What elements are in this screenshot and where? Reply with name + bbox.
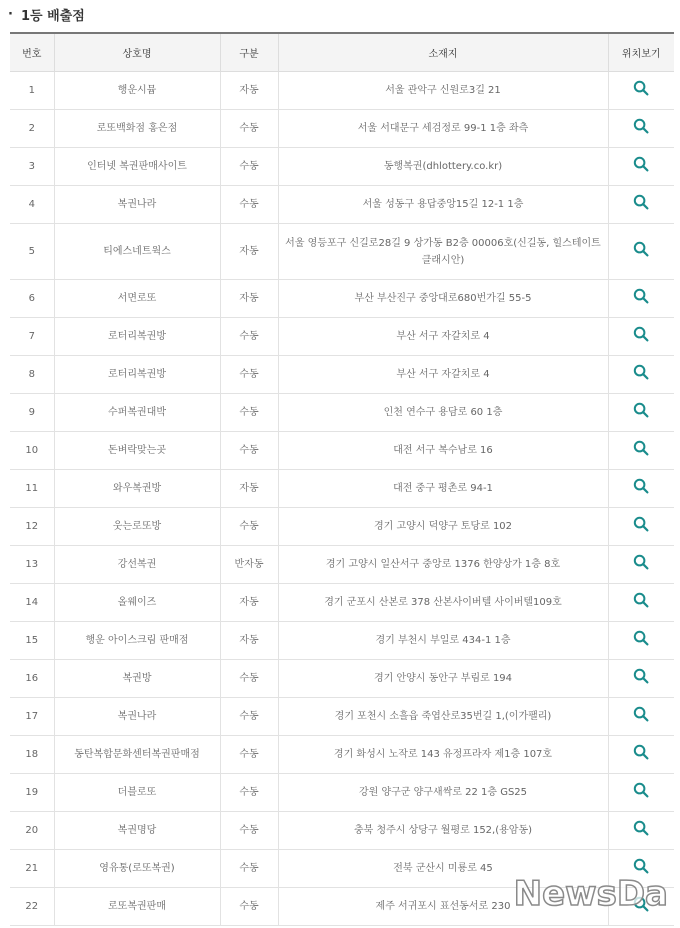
cell-address: 경기 화성시 노작로 143 유정프라자 제1층 107호 xyxy=(278,736,608,774)
cell-number: 18 xyxy=(10,736,54,774)
cell-store-name: 더블로또 xyxy=(54,774,220,812)
cell-type: 자동 xyxy=(220,622,278,660)
cell-store-name: 로또백화점 홍은점 xyxy=(54,110,220,148)
cell-number: 11 xyxy=(10,470,54,508)
location-view-cell xyxy=(608,72,674,110)
cell-address: 인천 연수구 용담로 60 1층 xyxy=(278,394,608,432)
cell-number: 1 xyxy=(10,72,54,110)
cell-store-name: 영유통(로또복권) xyxy=(54,850,220,888)
search-icon[interactable] xyxy=(633,364,649,380)
search-icon[interactable] xyxy=(633,858,649,874)
search-icon[interactable] xyxy=(633,706,649,722)
search-icon[interactable] xyxy=(633,554,649,570)
location-view-cell xyxy=(608,584,674,622)
header-type: 구분 xyxy=(220,33,278,72)
cell-type: 수동 xyxy=(220,850,278,888)
cell-type: 자동 xyxy=(220,72,278,110)
cell-store-name: 와우복권방 xyxy=(54,470,220,508)
table-header-row xyxy=(10,33,674,72)
table-row xyxy=(10,318,674,356)
cell-number: 22 xyxy=(10,888,54,926)
cell-type: 수동 xyxy=(220,394,278,432)
search-icon[interactable] xyxy=(633,288,649,304)
table-row xyxy=(10,280,674,318)
cell-type: 수동 xyxy=(220,698,278,736)
search-icon[interactable] xyxy=(633,402,649,418)
cell-store-name: 강선복권 xyxy=(54,546,220,584)
cell-type: 자동 xyxy=(220,584,278,622)
section-title-text: 1등 배출점 xyxy=(20,8,85,24)
search-icon[interactable] xyxy=(633,744,649,760)
location-view-cell xyxy=(608,318,674,356)
search-icon[interactable] xyxy=(633,630,649,646)
cell-store-name: 인터넷 복권판매사이트 xyxy=(54,148,220,186)
search-icon[interactable] xyxy=(633,80,649,96)
search-icon[interactable] xyxy=(633,326,649,342)
location-view-cell xyxy=(608,432,674,470)
table-row xyxy=(10,660,674,698)
cell-address: 서울 성동구 용답중앙15길 12-1 1층 xyxy=(278,186,608,224)
winners-table xyxy=(10,32,674,926)
cell-store-name: 올웨이즈 xyxy=(54,584,220,622)
search-icon[interactable] xyxy=(633,241,649,257)
cell-address: 경기 안양시 동안구 부림로 194 xyxy=(278,660,608,698)
header-number: 번호 xyxy=(10,33,54,72)
search-icon[interactable] xyxy=(633,516,649,532)
header-address: 소재지 xyxy=(278,33,608,72)
table-row xyxy=(10,508,674,546)
cell-store-name: 로터리복권방 xyxy=(54,356,220,394)
cell-type: 반자동 xyxy=(220,546,278,584)
cell-number: 4 xyxy=(10,186,54,224)
cell-store-name: 웃는로또방 xyxy=(54,508,220,546)
table-row xyxy=(10,812,674,850)
cell-number: 17 xyxy=(10,698,54,736)
cell-number: 10 xyxy=(10,432,54,470)
table-body xyxy=(10,72,674,926)
location-view-cell xyxy=(608,280,674,318)
location-view-cell xyxy=(608,148,674,186)
cell-address: 강원 양구군 양구새싹로 22 1층 GS25 xyxy=(278,774,608,812)
cell-number: 16 xyxy=(10,660,54,698)
cell-type: 수동 xyxy=(220,186,278,224)
search-icon[interactable] xyxy=(633,478,649,494)
cell-number: 20 xyxy=(10,812,54,850)
cell-store-name: 행운 아이스크림 판매점 xyxy=(54,622,220,660)
location-view-cell xyxy=(608,736,674,774)
search-icon[interactable] xyxy=(633,156,649,172)
location-view-cell xyxy=(608,224,674,280)
cell-store-name: 수퍼복권대박 xyxy=(54,394,220,432)
location-view-cell xyxy=(608,698,674,736)
location-view-cell xyxy=(608,622,674,660)
table-row xyxy=(10,622,674,660)
table-row xyxy=(10,774,674,812)
table-row xyxy=(10,698,674,736)
location-view-cell xyxy=(608,186,674,224)
search-icon[interactable] xyxy=(633,194,649,210)
cell-type: 수동 xyxy=(220,318,278,356)
cell-number: 2 xyxy=(10,110,54,148)
watermark-logo: NewsDa xyxy=(513,874,668,914)
cell-number: 8 xyxy=(10,356,54,394)
cell-type: 수동 xyxy=(220,888,278,926)
location-view-cell xyxy=(608,660,674,698)
cell-number: 7 xyxy=(10,318,54,356)
cell-number: 5 xyxy=(10,224,54,280)
cell-number: 9 xyxy=(10,394,54,432)
cell-address: 경기 부천시 부일로 434-1 1층 xyxy=(278,622,608,660)
cell-type: 수동 xyxy=(220,660,278,698)
cell-type: 자동 xyxy=(220,280,278,318)
cell-number: 6 xyxy=(10,280,54,318)
header-location: 위치보기 xyxy=(608,33,674,72)
search-icon[interactable] xyxy=(633,782,649,798)
cell-number: 12 xyxy=(10,508,54,546)
cell-type: 수동 xyxy=(220,774,278,812)
location-view-cell xyxy=(608,508,674,546)
cell-address: 제주 서귀포시 표선동서로 230 xyxy=(278,888,608,926)
table-row xyxy=(10,224,674,280)
cell-address: 부산 서구 자갈치로 4 xyxy=(278,356,608,394)
table-row xyxy=(10,72,674,110)
location-view-cell xyxy=(608,356,674,394)
table-row xyxy=(10,186,674,224)
cell-address: 서울 서대문구 세검정로 99-1 1층 좌측 xyxy=(278,110,608,148)
cell-address: 대전 서구 복수남로 16 xyxy=(278,432,608,470)
search-icon[interactable] xyxy=(633,440,649,456)
cell-type: 수동 xyxy=(220,110,278,148)
cell-number: 21 xyxy=(10,850,54,888)
cell-store-name: 복권나라 xyxy=(54,698,220,736)
table-row xyxy=(10,394,674,432)
table-row xyxy=(10,356,674,394)
search-icon[interactable] xyxy=(633,668,649,684)
cell-address: 전북 군산시 미룡로 45 xyxy=(278,850,608,888)
cell-store-name: 복권명당 xyxy=(54,812,220,850)
cell-number: 13 xyxy=(10,546,54,584)
search-icon[interactable] xyxy=(633,118,649,134)
cell-type: 수동 xyxy=(220,812,278,850)
cell-store-name: 로터리복권방 xyxy=(54,318,220,356)
table-row xyxy=(10,546,674,584)
cell-address: 경기 포천시 소흘읍 죽엽산로35번길 1,(이가팰리) xyxy=(278,698,608,736)
cell-type: 수동 xyxy=(220,736,278,774)
cell-store-name: 티에스네트웍스 xyxy=(54,224,220,280)
table-row xyxy=(10,432,674,470)
cell-address: 충북 청주시 상당구 월평로 152,(용암동) xyxy=(278,812,608,850)
section-title xyxy=(8,2,85,26)
cell-address: 서울 영등포구 신길로28길 9 상가동 B2층 00006호(신길동, 힐스테이트클래시안) xyxy=(278,224,608,280)
cell-store-name: 서면로또 xyxy=(54,280,220,318)
table-row xyxy=(10,148,674,186)
cell-type: 수동 xyxy=(220,508,278,546)
cell-number: 19 xyxy=(10,774,54,812)
cell-address: 서울 관악구 신원로3길 21 xyxy=(278,72,608,110)
cell-store-name: 동탄복합문화센터복권판매점 xyxy=(54,736,220,774)
header-store-name: 상호명 xyxy=(54,33,220,72)
cell-address: 대전 중구 평촌로 94-1 xyxy=(278,470,608,508)
location-view-cell xyxy=(608,470,674,508)
cell-address: 부산 서구 자갈치로 4 xyxy=(278,318,608,356)
cell-type: 수동 xyxy=(220,356,278,394)
location-view-cell xyxy=(608,812,674,850)
table-row xyxy=(10,584,674,622)
cell-store-name: 복권나라 xyxy=(54,186,220,224)
location-view-cell xyxy=(608,110,674,148)
cell-number: 15 xyxy=(10,622,54,660)
cell-store-name: 행운시뮴 xyxy=(54,72,220,110)
cell-address: 부산 부산진구 중앙대로680번가길 55-5 xyxy=(278,280,608,318)
search-icon[interactable] xyxy=(633,592,649,608)
cell-store-name: 돈벼락맞는곳 xyxy=(54,432,220,470)
cell-number: 3 xyxy=(10,148,54,186)
cell-number: 14 xyxy=(10,584,54,622)
location-view-cell xyxy=(608,774,674,812)
title-bullet: · xyxy=(8,6,13,22)
location-view-cell xyxy=(608,394,674,432)
cell-address: 동행복권(dhlottery.co.kr) xyxy=(278,148,608,186)
cell-type: 자동 xyxy=(220,470,278,508)
cell-store-name: 로또복권판매 xyxy=(54,888,220,926)
cell-type: 자동 xyxy=(220,224,278,280)
table-row xyxy=(10,736,674,774)
cell-address: 경기 고양시 일산서구 중앙로 1376 한양상가 1층 8호 xyxy=(278,546,608,584)
cell-address: 경기 고양시 덕양구 토당로 102 xyxy=(278,508,608,546)
cell-address: 경기 군포시 산본로 378 산본사이버텔 사이버텔109호 xyxy=(278,584,608,622)
location-view-cell xyxy=(608,546,674,584)
cell-type: 수동 xyxy=(220,432,278,470)
search-icon[interactable] xyxy=(633,820,649,836)
table-row xyxy=(10,470,674,508)
table-row xyxy=(10,110,674,148)
cell-type: 수동 xyxy=(220,148,278,186)
cell-store-name: 복권방 xyxy=(54,660,220,698)
